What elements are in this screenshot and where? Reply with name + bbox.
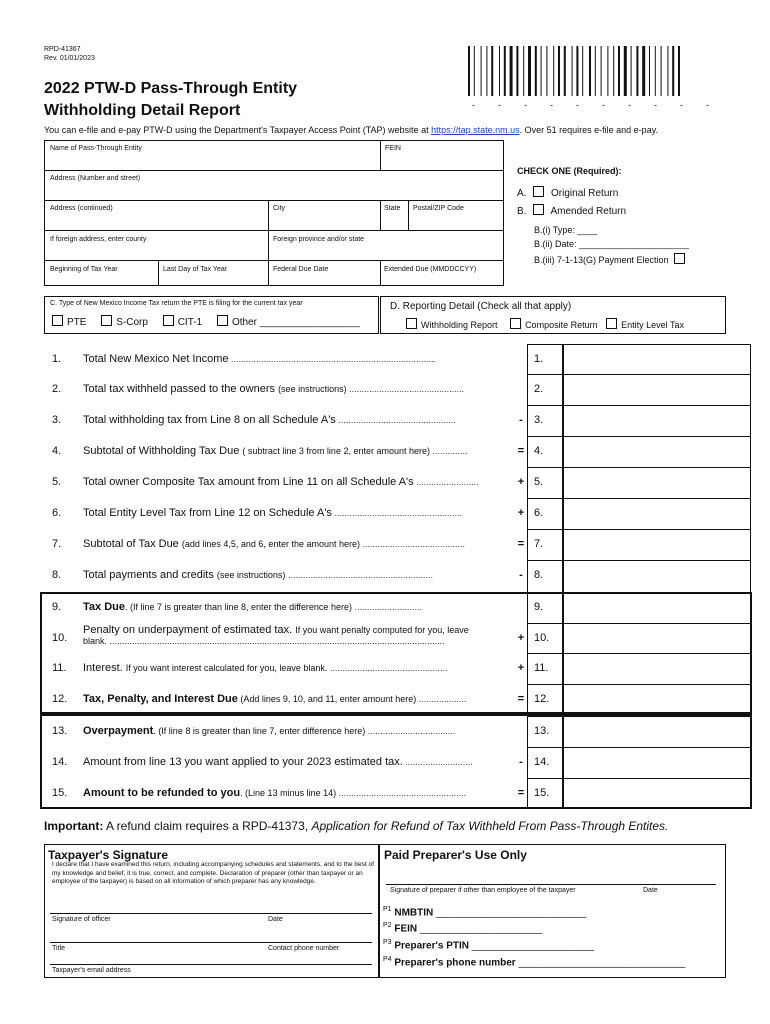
line-text: Total withholding tax from Line 8 on all Schedule A's bbox=[83, 414, 336, 426]
line-text: Total tax withheld passed to the owners bbox=[83, 383, 279, 395]
officer-signature-label: Signature of officer bbox=[52, 916, 111, 923]
svg-text:-: - bbox=[654, 100, 657, 108]
preparer-signature-label: Signature of preparer if other than employee of the taxpayer bbox=[390, 887, 576, 894]
tap-link[interactable]: https://tap.state.nm.us bbox=[431, 125, 520, 135]
s-corp-checkbox[interactable] bbox=[101, 315, 112, 326]
section-c-options bbox=[52, 315, 360, 328]
composite-return-option[interactable] bbox=[510, 320, 598, 330]
ptin-label: Preparer's PTIN bbox=[394, 940, 469, 952]
line-text: Tax Due bbox=[83, 601, 125, 613]
line-operator: + bbox=[517, 507, 525, 519]
form-title-line2: Withholding Detail Report bbox=[44, 102, 241, 119]
title-label: Title bbox=[52, 945, 65, 952]
line-7-amount-field[interactable] bbox=[564, 530, 750, 559]
line-note: If you want interest calculated for you, leave blank. bbox=[125, 663, 328, 673]
svg-text:-: - bbox=[524, 100, 527, 108]
option-b-prefix: B. bbox=[517, 206, 527, 217]
preparer-phone-label: Preparer's phone number bbox=[394, 957, 516, 969]
line-text: Penalty on underpayment of estimated tax. bbox=[83, 625, 296, 636]
important-label: Important: bbox=[44, 819, 104, 833]
line-leader-dots: ................................................... bbox=[336, 788, 467, 798]
line-text: Tax, Penalty, and Interest Due bbox=[83, 693, 238, 705]
withholding-report-label: Withholding Report bbox=[421, 320, 498, 330]
check-one-title: CHECK ONE (Required): bbox=[517, 166, 622, 176]
form-revision: Rev. 01/01/2023 bbox=[44, 55, 95, 62]
line-number: 10. bbox=[52, 632, 68, 644]
line-text: Amount from line 13 you want applied to your 2023 estimated tax. bbox=[83, 756, 403, 768]
line-box-label: 10. bbox=[534, 632, 550, 644]
line-note: ( subtract line 3 from line 2, enter amount here) bbox=[242, 446, 430, 456]
line-leader-dots: ................................... bbox=[365, 726, 456, 736]
original-return-option[interactable] bbox=[517, 186, 618, 199]
amount-row-divider bbox=[527, 560, 751, 561]
amount-row-divider bbox=[527, 778, 751, 779]
zip-field[interactable] bbox=[409, 214, 503, 229]
line-number: 13. bbox=[52, 725, 68, 737]
line-number: 15. bbox=[52, 787, 68, 799]
line-description bbox=[83, 538, 503, 550]
svg-text:-: - bbox=[680, 100, 683, 108]
line-description bbox=[83, 507, 503, 519]
line-8-amount-field[interactable] bbox=[564, 561, 750, 590]
preparer-fein-label: FEIN bbox=[394, 923, 418, 935]
amount-row-divider bbox=[527, 684, 751, 685]
line-note: . (If line 8 is greater than line 7, enter difference here) bbox=[153, 726, 366, 736]
federal-due-field[interactable] bbox=[269, 274, 379, 285]
taxpayer-signature-title: Taxpayer's Signature bbox=[48, 848, 169, 862]
line-text: Total payments and credits bbox=[83, 569, 217, 581]
line-note: . (Line 13 minus line 14) bbox=[240, 788, 337, 798]
entity-level-tax-label: Entity Level Tax bbox=[621, 320, 684, 330]
amount-row-divider bbox=[527, 529, 751, 530]
line-5-amount-field[interactable] bbox=[564, 468, 750, 497]
cit1-checkbox[interactable] bbox=[163, 315, 174, 326]
line-leader-dots: .............................................. bbox=[346, 384, 465, 394]
nmbtin-label: NMBTIN bbox=[394, 907, 434, 919]
amount-row-divider bbox=[527, 747, 751, 748]
extended-due-label: Extended Due (MMDDCCYY) bbox=[384, 266, 477, 273]
composite-return-checkbox[interactable] bbox=[510, 318, 521, 329]
ptin-field[interactable]: ______________________ bbox=[471, 940, 595, 952]
cit1-option[interactable] bbox=[163, 317, 202, 328]
contact-phone-label: Contact phone number bbox=[268, 945, 340, 952]
section-d-options bbox=[406, 318, 684, 330]
line-box-label: 13. bbox=[534, 725, 550, 737]
line-number: 7. bbox=[52, 538, 62, 550]
line-note: (add lines 4,5, and 6, enter the amount here) bbox=[181, 539, 360, 549]
line-number: 9. bbox=[52, 601, 62, 613]
address-label: Address (Number and street) bbox=[50, 175, 141, 182]
line-4-row bbox=[40, 436, 762, 467]
line-description bbox=[83, 476, 503, 488]
line-number: 2. bbox=[52, 383, 62, 395]
city-label: City bbox=[273, 205, 286, 212]
pte-name-label: Name of Pass-Through Entity bbox=[50, 145, 142, 152]
line-number: 11. bbox=[52, 662, 67, 674]
line-14-amount-field[interactable] bbox=[564, 748, 750, 777]
other-checkbox[interactable] bbox=[217, 315, 228, 326]
s-corp-option[interactable] bbox=[101, 317, 148, 328]
line-leader-dots: ......................................... bbox=[360, 539, 466, 549]
amount-row-divider bbox=[527, 498, 751, 499]
pte-checkbox[interactable] bbox=[52, 315, 63, 326]
amount-row-divider bbox=[527, 623, 751, 624]
amended-return-label: Amended Return bbox=[550, 206, 627, 217]
p4-marker: P4 bbox=[383, 956, 392, 963]
zip-label: Postal/ZIP Code bbox=[413, 205, 464, 212]
line-text: Total owner Composite Tax amount from Line 11 on all Schedule A's bbox=[83, 476, 414, 488]
federal-due-label: Federal Due Date bbox=[273, 266, 329, 273]
line-3-row bbox=[40, 405, 762, 436]
line-box-label: 1. bbox=[534, 353, 544, 365]
line-note: . (If line 7 is greater than line 8, enter the difference here) bbox=[124, 602, 352, 612]
declaration-text: I declare that I have examined this return, including accompanying schedules and statements, and to the best of my knowledge and belief, it is true, correct, and complete. Declaration of preparer (other than taxpayer or an employee of the taxpayer) is based on all information of which preparer has any knowledge. bbox=[52, 861, 374, 886]
line-11-row bbox=[40, 653, 762, 684]
address2-field[interactable] bbox=[45, 214, 267, 229]
line-leader-dots: ................... bbox=[416, 694, 467, 704]
entity-level-tax-option[interactable] bbox=[606, 320, 684, 330]
line-text: Interest. bbox=[83, 662, 126, 674]
line-operator: = bbox=[517, 787, 525, 799]
line-15-amount-field[interactable] bbox=[564, 779, 750, 808]
line-12-amount-field[interactable] bbox=[564, 685, 750, 714]
line-operator: + bbox=[517, 662, 525, 674]
svg-text:-: - bbox=[472, 100, 475, 108]
line-text: Overpayment bbox=[83, 725, 154, 737]
state-field[interactable] bbox=[381, 214, 407, 229]
pte-name-field[interactable] bbox=[45, 154, 379, 169]
line-note: (Add lines 9, 10, and 11, enter amount here) bbox=[237, 694, 417, 704]
line-number: 1. bbox=[52, 353, 62, 365]
line-number: 4. bbox=[52, 445, 62, 457]
line-leader-dots: ............................................... bbox=[335, 415, 456, 425]
line-15-row bbox=[40, 778, 762, 809]
line-4-amount-field[interactable] bbox=[564, 437, 750, 466]
amended-return-checkbox[interactable] bbox=[533, 204, 544, 215]
line-10-continuation: blank. ...................................................................................................................................... bbox=[83, 636, 445, 646]
svg-text:-: - bbox=[498, 100, 501, 108]
line-operator: - bbox=[519, 756, 523, 768]
line-leader-dots: .................................................................................. bbox=[228, 354, 437, 364]
extended-due-field[interactable] bbox=[381, 274, 503, 285]
line-box-label: 3. bbox=[534, 414, 544, 426]
s-corp-label: S-Corp bbox=[116, 317, 148, 328]
refund-form-title: Application for Refund of Tax Withheld From Pass-Through Entites. bbox=[311, 819, 669, 833]
barcode-image bbox=[468, 46, 718, 108]
line-note: (see instructions) bbox=[278, 384, 347, 394]
line-operator: - bbox=[519, 569, 523, 581]
line-text: Subtotal of Withholding Tax Due bbox=[83, 445, 243, 457]
line-description bbox=[83, 725, 503, 737]
line-number: 14. bbox=[52, 756, 68, 768]
preparer-nmbtin-row[interactable] bbox=[383, 906, 586, 918]
line-box-label: 15. bbox=[534, 787, 550, 799]
preparer-title: Paid Preparer's Use Only bbox=[384, 848, 527, 862]
entity-level-tax-checkbox[interactable] bbox=[606, 318, 617, 329]
line-text: Subtotal of Tax Due bbox=[83, 538, 182, 550]
foreign-county-field[interactable] bbox=[45, 244, 267, 259]
line-operator: = bbox=[517, 538, 525, 550]
nmbtin-field[interactable]: ___________________________ bbox=[436, 907, 587, 919]
line-text: Amount to be refunded to you bbox=[83, 787, 241, 799]
line-description bbox=[83, 787, 503, 799]
important-notice bbox=[44, 819, 668, 833]
line-leader-dots: .............. bbox=[430, 446, 468, 456]
original-return-checkbox[interactable] bbox=[533, 186, 544, 197]
line-10-amount-field[interactable] bbox=[564, 624, 750, 653]
line-1-row bbox=[40, 344, 762, 375]
line-6-row bbox=[40, 498, 762, 529]
line-operator: - bbox=[519, 414, 523, 426]
line-description bbox=[83, 625, 503, 649]
line-box-label: 5. bbox=[534, 476, 544, 488]
pte-label: PTE bbox=[67, 317, 87, 328]
preparer-fein-row[interactable] bbox=[383, 922, 542, 934]
line-description bbox=[83, 353, 503, 365]
amount-row-divider bbox=[527, 592, 751, 593]
amended-date-field[interactable]: B.(ii) Date: ______________________ bbox=[534, 239, 690, 249]
line-3-amount-field[interactable] bbox=[564, 406, 750, 435]
line-7-row bbox=[40, 529, 762, 560]
begin-year-field[interactable] bbox=[45, 274, 157, 285]
line-box-label: 4. bbox=[534, 445, 544, 457]
preparer-phone-row[interactable] bbox=[383, 956, 685, 968]
amended-type-field[interactable]: B.(i) Type: ____ bbox=[534, 225, 598, 235]
preparer-fein-field[interactable]: ______________________ bbox=[419, 923, 543, 935]
amount-row-divider bbox=[527, 374, 751, 375]
line-box-label: 11. bbox=[534, 662, 549, 674]
email-label: Taxpayer's email address bbox=[52, 967, 131, 974]
amended-return-option[interactable] bbox=[517, 204, 626, 217]
line-box-label: 2. bbox=[534, 383, 544, 395]
line-description bbox=[83, 601, 503, 613]
line-1-amount-field[interactable] bbox=[564, 345, 750, 374]
p3-marker: P3 bbox=[383, 939, 392, 946]
line-box-label: 7. bbox=[534, 538, 544, 550]
line-box-label: 8. bbox=[534, 569, 544, 581]
original-return-label: Original Return bbox=[551, 188, 619, 199]
form-title-line1: 2022 PTW-D Pass-Through Entity bbox=[44, 80, 298, 97]
line-operator: = bbox=[517, 693, 525, 705]
address-field[interactable] bbox=[45, 184, 503, 199]
line-number: 8. bbox=[52, 569, 62, 581]
city-field[interactable] bbox=[269, 214, 379, 229]
line-note: (see instructions) bbox=[216, 570, 286, 580]
line-operator: + bbox=[517, 476, 525, 488]
line-12-row bbox=[40, 684, 762, 715]
address2-label: Address (continued) bbox=[50, 205, 113, 212]
line-description bbox=[83, 445, 503, 457]
title-phone-field[interactable] bbox=[50, 930, 372, 940]
line-number: 3. bbox=[52, 414, 62, 426]
line-description bbox=[83, 756, 503, 768]
option-a-prefix: A. bbox=[517, 188, 527, 199]
line-11-amount-field[interactable] bbox=[564, 654, 750, 683]
line-number: 5. bbox=[52, 476, 62, 488]
preparer-signature-field[interactable] bbox=[386, 872, 716, 882]
foreign-county-label: If foreign address, enter county bbox=[50, 236, 147, 243]
payment-election-label: B.(iii) 7-1-13(G) Payment Election bbox=[534, 255, 669, 265]
last-day-field[interactable] bbox=[159, 274, 267, 285]
form-code: RPD-41367 bbox=[44, 46, 81, 53]
svg-text:-: - bbox=[706, 100, 709, 108]
other-option[interactable] bbox=[217, 317, 360, 328]
amount-row-divider bbox=[527, 653, 751, 654]
begin-year-label: Beginning of Tax Year bbox=[50, 266, 118, 273]
pte-option[interactable] bbox=[52, 317, 86, 328]
line-2-amount-field[interactable] bbox=[564, 375, 750, 404]
efile-text: You can e-file and e-pay PTW-D using the Department's Taxpayer Access Point (TAP) website at bbox=[44, 125, 432, 135]
line-leader-dots: ........................... bbox=[351, 602, 422, 612]
line-description bbox=[83, 662, 503, 674]
section-d-title: D. Reporting Detail (Check all that apply) bbox=[390, 301, 572, 312]
line-box-label: 6. bbox=[534, 507, 544, 519]
withholding-report-checkbox[interactable] bbox=[406, 318, 417, 329]
line-9-row bbox=[40, 592, 762, 623]
line-9-amount-field[interactable] bbox=[564, 593, 750, 622]
cit1-label: CIT-1 bbox=[177, 317, 203, 328]
preparer-phone-field[interactable]: ______________________________ bbox=[518, 957, 686, 969]
line-8-row bbox=[40, 560, 762, 591]
efile-notice bbox=[44, 125, 658, 135]
line-leader-dots: ............................................... bbox=[327, 663, 448, 673]
line-box-label: 14. bbox=[534, 756, 550, 768]
svg-text:-: - bbox=[550, 100, 553, 108]
line-description bbox=[83, 569, 503, 581]
svg-text:-: - bbox=[576, 100, 579, 108]
line-2-row bbox=[40, 374, 762, 405]
line-operator: = bbox=[517, 445, 525, 457]
important-text: A refund claim requires a RPD-41373, bbox=[103, 819, 312, 833]
line-description bbox=[83, 414, 503, 426]
withholding-report-option[interactable] bbox=[406, 320, 498, 330]
amount-row-divider bbox=[527, 436, 751, 437]
line-box-label: 9. bbox=[534, 601, 544, 613]
line-6-amount-field[interactable] bbox=[564, 499, 750, 528]
foreign-province-label: Foreign province and/or state bbox=[273, 236, 365, 243]
email-field[interactable] bbox=[50, 952, 372, 962]
line-13-amount-field[interactable] bbox=[564, 717, 750, 746]
line-text: Total New Mexico Net Income bbox=[83, 353, 229, 365]
state-label: State bbox=[384, 205, 401, 212]
preparer-ptin-row[interactable] bbox=[383, 939, 594, 951]
line-10-row bbox=[40, 623, 762, 654]
line-leader-dots: ......................... bbox=[413, 477, 479, 487]
preparer-date-label: Date bbox=[643, 887, 658, 894]
line-number: 12. bbox=[52, 693, 68, 705]
line-leader-dots: ........................... bbox=[402, 757, 473, 767]
svg-text:-: - bbox=[628, 100, 631, 108]
fein-field[interactable] bbox=[381, 154, 503, 169]
foreign-province-field[interactable] bbox=[269, 244, 503, 259]
line-14-row bbox=[40, 747, 762, 778]
composite-return-label: Composite Return bbox=[525, 320, 598, 330]
line-description bbox=[83, 383, 503, 395]
line-box-label: 12. bbox=[534, 693, 550, 705]
other-label: Other __________________ bbox=[231, 317, 360, 328]
section-c-title: C. Type of New Mexico Income Tax return the PTE is filing for the current tax year bbox=[50, 300, 303, 307]
last-day-label: Last Day of Tax Year bbox=[163, 266, 228, 273]
line-operator: + bbox=[517, 632, 525, 644]
efile-suffix: . Over 51 requires e-file and e-pay. bbox=[519, 125, 659, 135]
amount-row-divider bbox=[527, 467, 751, 468]
line-number: 6. bbox=[52, 507, 62, 519]
p2-marker: P2 bbox=[383, 922, 392, 929]
line-description bbox=[83, 693, 503, 705]
line-text: Total Entity Level Tax from Line 12 on Schedule A's bbox=[83, 507, 332, 519]
taxpayer-date-label: Date bbox=[268, 916, 283, 923]
p1-marker: P1 bbox=[383, 906, 392, 913]
line-leader-dots: .......................................................... bbox=[285, 570, 433, 580]
line-5-row bbox=[40, 467, 762, 498]
payment-election-option[interactable] bbox=[534, 253, 689, 265]
svg-text:-: - bbox=[602, 100, 605, 108]
fein-label: FEIN bbox=[385, 145, 401, 152]
officer-signature-field[interactable] bbox=[50, 902, 372, 912]
line-note: If you want penalty computed for you, leave bbox=[295, 625, 469, 635]
line-leader-dots: ................................................... bbox=[331, 508, 462, 518]
payment-election-checkbox[interactable] bbox=[674, 253, 685, 264]
amount-row-divider bbox=[527, 716, 751, 717]
line-13-row bbox=[40, 716, 762, 747]
amount-row-divider bbox=[527, 405, 751, 406]
